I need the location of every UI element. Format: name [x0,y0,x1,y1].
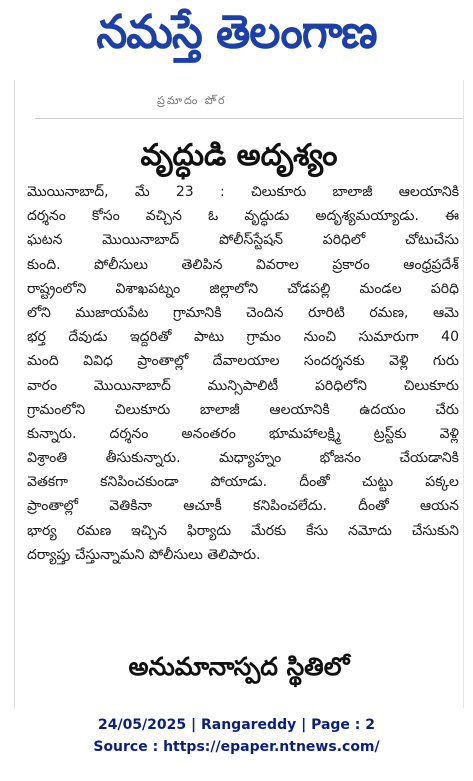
masthead-title: నమస్తే తెలంగాణ [96,5,377,59]
article-body [27,180,459,567]
article-line: దర్శనం కోసం వచ్చిన ఓ వృద్ధుడు అదృశ్యమయ్యాడు. ఈ [27,208,459,225]
newspaper-clipping [14,80,464,708]
article-line: విశ్రాంతి తీసుకున్నారు. మధ్యాహ్నం భోజనం చేయడానికి [27,450,459,467]
article-headline: వృద్ధుడి అదృశ్యం [140,138,338,173]
previous-article-fragment: ప్రమాదం పొ్ర [157,94,227,107]
article-line: వారం మొయినాబాద్ మున్సిపాలిటీ పరిధిలోని చిలుకూరు [27,377,459,394]
footer [0,714,473,758]
article-line: మంది వివిధ ప్రాంతాల్లో దేవాలయాల సందర్శనకు వెళ్లి గురు [27,353,459,370]
article-line: మొయినాబాద్, మే 23 : చిలుకూరు బాలాజీ ఆలయానికి [27,184,459,200]
next-article-headline: అనుమానాస్పద స్థితిలో [128,652,350,681]
article-line: దర్యాప్తు చేస్తున్నామని పోలీసులు తెలిపారు. [27,546,261,563]
footer-source-line: Source : https://epaper.ntnews.com/ [93,739,380,755]
article-line: ప్రాంతాల్లో వెతికినా ఆచూకీ కనిపించలేదు. దీంతో ఆయన [27,498,459,515]
article-line: గ్రామంలోని చిలుకూరు బాలాజీ ఆలయానికి ఉదయం చేరు [27,401,459,418]
article-line: లోని ముజాయపేట గ్రామానికి చెందిన రూరిటి రమణ, ఆమె [27,304,459,321]
article-line: కుంది. పోలీసులు తెలిపిన వివరాల ప్రకారం ఆంధ్రప్రదేశ్ [27,256,459,273]
masthead [0,0,473,76]
article-line: ఘటన మొయినాబాద్ పోలీస్‌స్టేషన్ పరిధిలో చోటుచేసు [27,232,459,249]
article-line: వెతకగా కనిపించకుండా పోయాడు. దీంతో చుట్టు పక్కల [27,474,459,491]
footer-date-line: 24/05/2025 | Rangareddy | Page : 2 [97,717,376,733]
article-line: భర్త దేవుడు ఇద్దరితో పాటు గ్రామం నుంచి సుమారుగా 40 [27,329,459,346]
divider [35,118,463,119]
article-line: భార్య రమణ ఇచ్చిన ఫిర్యాదు మేరకు కేసు నమోదు చేసుకుని [27,522,459,539]
article-line: కున్నారు. దర్శనం అనంతరం భూమహాలక్ష్మి ట్రస్ట్‌కు వెళ్లి [27,425,459,442]
article-line: రాష్ట్రంలోని విశాఖపట్నం జిల్లాలోని చోడపల్లి మండల పరిధి [27,280,459,297]
